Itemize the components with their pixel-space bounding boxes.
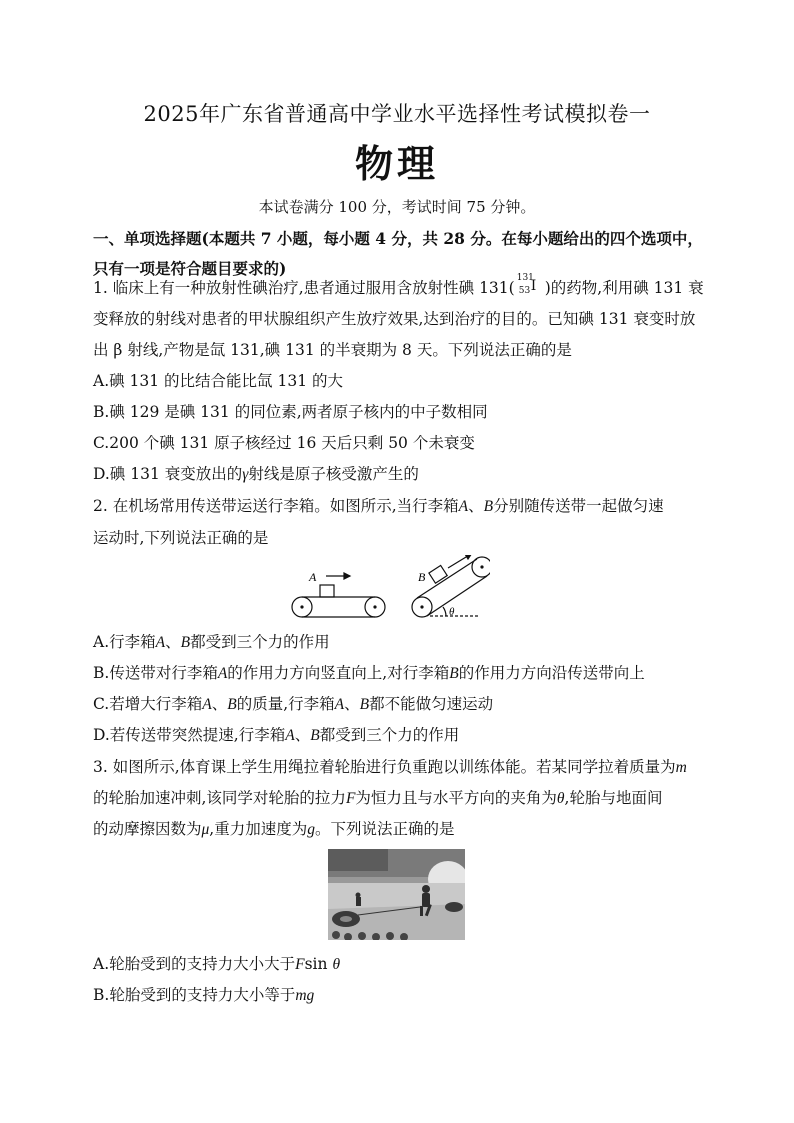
var-b: B (449, 665, 459, 682)
var-theta: θ (332, 956, 341, 973)
label-theta: θ (449, 606, 455, 618)
q2-option-c (93, 692, 713, 714)
incline-belt-top (417, 559, 477, 598)
q1-line1 (93, 273, 713, 298)
var-a: A (202, 696, 212, 713)
sep: 、 (211, 695, 228, 713)
sep: 、 (165, 633, 181, 651)
sin: sin (304, 955, 328, 973)
q3-line1 (93, 755, 713, 777)
var-f: F (295, 956, 305, 973)
q2-text: 2. 在机场常用传送带运送行李箱。如图所示,当行李箱 (93, 497, 459, 515)
t: 都不能做匀速运动 (369, 695, 494, 713)
label-b: B (418, 570, 426, 584)
conveyor-figure (280, 555, 490, 625)
t: C.若增大行李箱 (93, 695, 203, 713)
var-a: A (458, 498, 469, 515)
incline-belt-bottom (427, 576, 487, 616)
angle-arc (443, 607, 446, 616)
sep: 、 (468, 497, 484, 515)
t: ,轮胎与地面间 (564, 789, 663, 807)
t: 的动摩擦因数为 (93, 820, 202, 838)
iodine-isotope (515, 273, 545, 296)
t: A.轮胎受到的支持力大小大于 (93, 955, 296, 973)
right-pulley-axle (373, 605, 376, 608)
q1-text-a: 1. 临床上有一种放射性碘治疗,患者通过服用含放射性碘 131( (93, 279, 515, 297)
t: 的作用力方向竖直向上,对行李箱 (227, 664, 450, 682)
q2-option-a (93, 630, 713, 652)
section-heading-line1: 一、单项选择题(本题共 7 小题，每小题 4 分，共 28 分。在每小题给出的四个选项中， (93, 229, 703, 248)
var-b: B (359, 696, 370, 713)
horizontal-conveyor (292, 573, 385, 617)
q2-option-b (93, 661, 713, 683)
q3-option-b (93, 983, 713, 1005)
q1-d-text-2: 射线是原子核受激产生的 (248, 465, 419, 483)
sep: 、 (294, 726, 311, 744)
var-a: A (285, 727, 295, 744)
t: ,重力加速度为 (209, 820, 308, 838)
q1-option-d (93, 462, 713, 484)
q2-text-2: 分别随传送带一起做匀速 (493, 497, 664, 515)
q1-option-b: B.碘 129 是碘 131 的同位素,两者原子核内的中子数相同 (93, 403, 488, 421)
var-b: B (310, 727, 320, 744)
iso-number: 53 (518, 286, 531, 296)
q2-line1 (93, 494, 713, 516)
var-g: g (307, 821, 315, 838)
t: 的作用力方向沿传送带向上 (458, 664, 645, 682)
arrow-a-head (344, 573, 350, 579)
section-heading (93, 224, 713, 284)
var-a: A (155, 634, 166, 651)
sep: 、 (344, 695, 360, 713)
q1-line2: 变释放的射线对患者的甲状腺组织产生放疗效果,达到治疗的目的。已知碘 131 衰变时放 (93, 310, 696, 328)
gamma-symbol: γ (242, 466, 249, 483)
q3-line3 (93, 817, 713, 839)
q2-line2: 运动时,下列说法正确的是 (93, 529, 269, 547)
t: 的轮胎加速冲刺,该同学对轮胎的拉力 (93, 789, 346, 807)
var-m: m (675, 759, 687, 776)
section-heading-line2: 只有一项是符合题目要求的) (93, 259, 287, 278)
var-theta: θ (556, 790, 565, 807)
q3-option-a (93, 952, 713, 974)
var-b: B (483, 498, 494, 515)
t: 都受到三个力的作用 (190, 633, 330, 651)
q1-option-a: A.碘 131 的比结合能比氙 131 的大 (93, 372, 343, 390)
t: B.传送带对行李箱 (93, 664, 218, 682)
high-pulley-axle (480, 565, 483, 568)
q1-d-text: D.碘 131 衰变放出的 (93, 465, 243, 483)
var-a: A (334, 696, 345, 713)
t: 为恒力且与水平方向的夹角为 (355, 789, 557, 807)
q3-line2 (93, 786, 713, 808)
var-mg: mg (295, 987, 315, 1004)
tire-training-photo (328, 849, 465, 940)
q1-line3: 出 β 射线,产物是氙 131,碘 131 的半衰期为 8 天。下列说法正确的是 (93, 341, 572, 359)
left-pulley-axle (300, 605, 303, 608)
var-b: B (227, 696, 237, 713)
var-b: B (180, 634, 191, 651)
subject-title: 物理 (354, 141, 439, 186)
t: A.行李箱 (93, 633, 156, 651)
exam-note: 本试卷满分 100 分，考试时间 75 分钟。 (258, 198, 536, 216)
iso-mass: 131 (516, 273, 534, 283)
var-f: F (345, 790, 356, 807)
t: 的质量,行李箱 (236, 695, 335, 713)
label-a: A (309, 570, 317, 584)
q2-option-d (93, 723, 713, 745)
exam-title: 2025年广东省普通高中学业水平选择性考试模拟卷一 (143, 102, 651, 126)
luggage-a (320, 585, 334, 597)
photo-drawing (328, 849, 465, 940)
t: D.若传送带突然提速,行李箱 (93, 726, 286, 744)
low-pulley-axle (420, 605, 423, 608)
q1-text-b: )的药物,利用碘 131 衰 (544, 279, 704, 297)
var-a: A (217, 665, 228, 682)
t: 3. 如图所示,体育课上学生用绳拉着轮胎进行负重跑以训练体能。若某同学拉着质量为 (93, 758, 676, 776)
t: 都受到三个力的作用 (319, 726, 460, 744)
t: B.轮胎受到的支持力大小等于 (93, 986, 296, 1004)
var-mu: μ (201, 821, 210, 838)
q1-option-c: C.200 个碘 131 原子核经过 16 天后只剩 50 个未衰变 (93, 434, 475, 452)
t: 。下列说法正确的是 (314, 820, 455, 838)
iso-element: I (530, 278, 537, 294)
